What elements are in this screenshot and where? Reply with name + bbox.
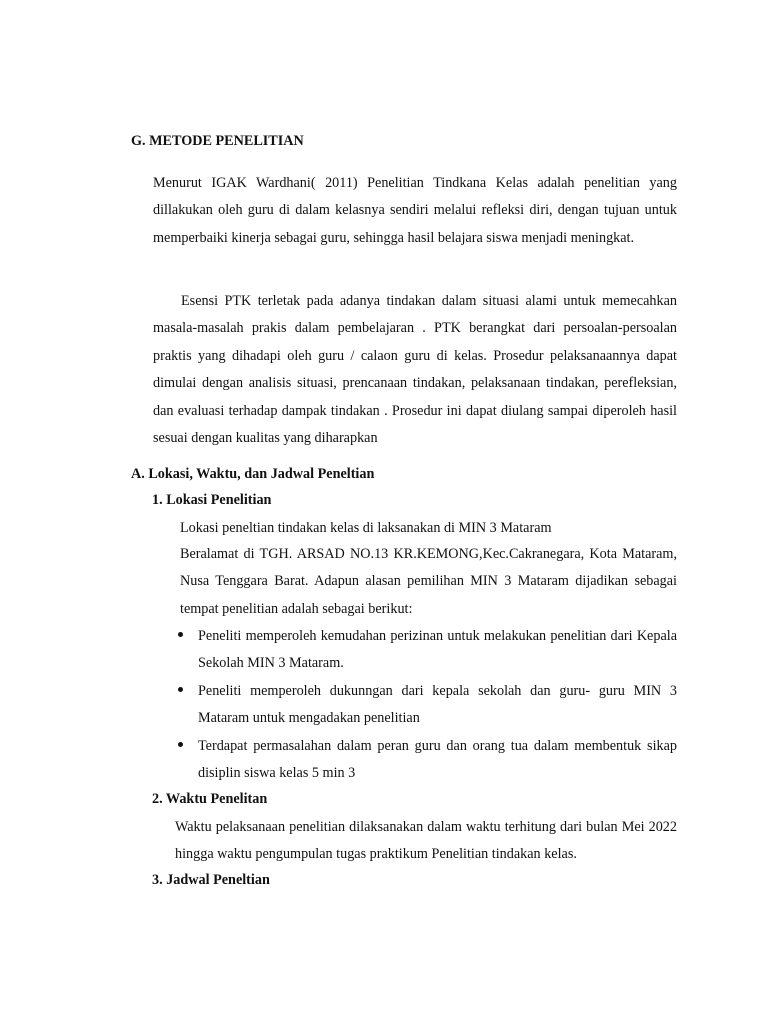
waktu-paragraph: Waktu pelaksanaan penelitian dilaksanakan dalam waktu terhitung dari bulan Mei 2022 hingga waktu pengumpulan tugas praktikum Penelitian tindakan kelas. [175,819,677,863]
list-item [178,623,677,677]
lokasi-line: Lokasi peneltian tindakan kelas di laksanakan di MIN 3 Mataram [180,520,552,536]
subsection-heading-jadwal: 3. Jadwal Peneltian [152,872,270,888]
list-item-text: Peneliti memperoleh dukunngan dari kepala sekolah dan guru- guru MIN 3 Mataram untuk mengadakan penelitian [198,683,677,727]
section-heading-a: A. Lokasi, Waktu, dan Jadwal Peneltian [131,466,375,482]
bullet-icon [178,632,183,637]
subsection-heading-waktu: 2. Waktu Penelitan [152,791,268,807]
subsection-heading-lokasi: 1. Lokasi Penelitian [152,492,272,508]
list-item-text: Terdapat permasalahan dalam peran guru dan orang tua dalam membentuk sikap disiplin siswa kelas 5 min 3 [198,738,677,782]
list-item-text: Peneliti memperoleh kemudahan perizinan untuk melakukan penelitian dari Kepala Sekolah MIN 3 Mataram. [198,628,677,672]
lokasi-address-paragraph: Beralamat di TGH. ARSAD NO.13 KR.KEMONG,Kec.Cakranegara, Kota Mataram, Nusa Tenggara Barat. Adapun alasan pemilihan MIN 3 Mataram dijadikan sebagai tempat penelitian adalah sebagai berikut: [180,546,677,617]
list-item [178,678,677,732]
paragraph-definition: Menurut IGAK Wardhani( 2011) Penelitian Tindkana Kelas adalah penelitian yang dillakukan oleh guru di dalam kelasnya sendiri melalui refleksi diri, dengan tujuan untuk memperbaiki kinerja sebagai guru, sehingga hasil belajara siswa menjadi meningkat. [153,175,677,246]
section-heading-g: G. METODE PENELITIAN [131,133,304,149]
bullet-icon [178,687,183,692]
paragraph-esensi-ptk: Esensi PTK terletak pada adanya tindakan dalam situasi alami untuk memecahkan masala-masalah prakis dalam pembelajaran . PTK berangkat dari persoalan-persoalan praktis yang dihadapi oleh guru / calaon guru di kelas. Prosedur pelaksanaannya dapat dimulai dengan analisis situasi, prencanaan tindakan, pelaksanaan tindakan, perefleksian, dan evaluasi terhadap dampak tindakan . Prosedur ini dapat diulang sampai diperoleh hasil sesuai dengan kualitas yang diharapkan [153,293,677,447]
list-item [178,733,677,787]
bullet-icon [178,742,183,747]
